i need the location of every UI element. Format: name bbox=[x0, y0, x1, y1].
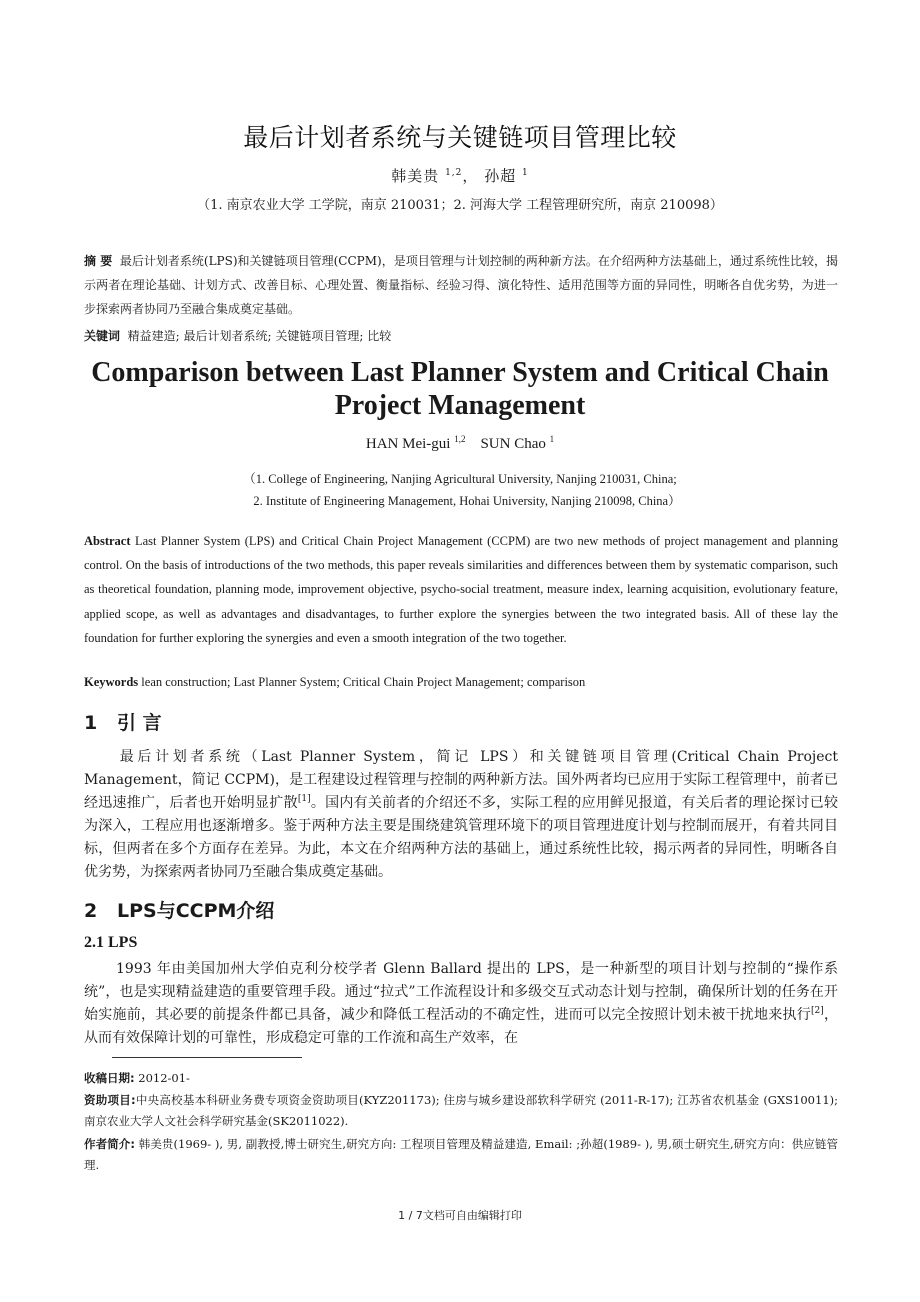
chinese-abstract bbox=[84, 249, 838, 321]
english-keywords-label: Keywords bbox=[84, 675, 139, 689]
section-2-number: 2 bbox=[84, 900, 98, 922]
section-1-heading bbox=[84, 708, 162, 735]
english-abstract-text: Last Planner System (LPS) and Critical Chain Project Management (CCPM) are two new methods of project management and planning control. On the basis of introductions of the two methods, this paper reveals similarities and differences between them by systematic comparison, such as theoretical foundation, planning mode, improvement objective, psycho-social treatment, measure index, learning acquisition, evolutionary feature, applied scope, as well as advantages and disadvantages, to further explore the synergies between the two integrated basis. All of these lay the foundation for further exploring the synergies and even a smooth integration of the two together. bbox=[84, 534, 838, 645]
english-authors bbox=[0, 436, 920, 453]
footnote-received bbox=[84, 1068, 838, 1089]
english-abstract bbox=[84, 529, 838, 650]
author-1-en: HAN Mei-gui bbox=[365, 436, 451, 452]
author-2-affil-sup: 1 bbox=[521, 168, 529, 178]
citation-1: [1] bbox=[297, 794, 311, 804]
chinese-affiliation: （1. 南京农业大学 工学院，南京 210031；2. 河海大学 工程管理研究所，南京 210098） bbox=[197, 198, 723, 213]
english-affiliation-line-2: 2. Institute of Engineering Management, Hohai University, Nanjing 210098, China） bbox=[253, 494, 681, 508]
section-1-text-b: 。国内有关前者的介绍还不多，实际工程的应用鲜见报道，有关后者的理论探讨已较为深入，工程应用也逐渐增多。鉴于两种方法主要是围绕建筑管理环境下的项目管理进度计划与控制而展开，有着共同目标，但两者在多个方面存在差异。为此，本文在介绍两种方法的基础上，通过系统性比较，揭示两者的异同性，明晰各自优劣势，为探索两者协同乃至融合集成奠定基础。 bbox=[84, 795, 839, 880]
funding-label: 资助项目: bbox=[84, 1093, 136, 1107]
chinese-keywords-text: 精益建造; 最后计划者系统; 关键链项目管理; 比较 bbox=[127, 329, 392, 343]
chinese-keywords bbox=[84, 327, 391, 344]
subsection-2-1-text-b: ，从而有效保障计划的可靠性，形成稳定可靠的工作流和高生产效率，在 bbox=[84, 1007, 839, 1046]
chinese-abstract-label: 摘 要 bbox=[84, 254, 113, 268]
english-title: Comparison between Last Planner System and Critical Chain Project Management bbox=[91, 357, 829, 421]
subsection-2-1-heading: 2.1 LPS bbox=[84, 934, 138, 951]
subsection-2-1-text-a: 1993 年由美国加州大学伯克利分校学者 Glenn Ballard 提出的 LPS，是一种新型的项目计划与控制的“操作系统”，也是实现精益建造的重要管理手段。通过“拉式”工作流程设计和多级交互式动态计划与控制，确保所计划的任务在开始实施前，其必要的前提条件都已具备，减少和降低工程活动的不确定性，进而可以完全按照计划未被干扰地来执行 bbox=[84, 961, 838, 1023]
author-2-cn: 孙超 bbox=[484, 167, 517, 185]
received-label: 收稿日期: bbox=[84, 1071, 135, 1085]
english-keywords-text: lean construction; Last Planner System; Critical Chain Project Management; comparison bbox=[141, 675, 586, 689]
author-1-affil-sup: 1,2 bbox=[445, 168, 463, 178]
section-1-number: 1 bbox=[84, 712, 98, 734]
section-1-paragraph bbox=[84, 746, 838, 884]
footnote-divider bbox=[112, 1057, 302, 1058]
english-keywords bbox=[84, 675, 585, 690]
author-separator: ， bbox=[462, 167, 479, 185]
author-2-en: SUN Chao bbox=[480, 436, 546, 452]
footnote-author-bio bbox=[84, 1134, 838, 1176]
bio-label: 作者简介: bbox=[84, 1137, 135, 1151]
bio-value: 韩美贵(1969- ), 男, 副教授,博士研究生,研究方向: 工程项目管理及精益建造, Email: ;孙超(1989- ), 男,硕士研究生,研究方向：供应链管理. bbox=[84, 1137, 838, 1172]
author-2-en-sup: 1 bbox=[549, 434, 555, 444]
section-2-title: LPS与CCPM介绍 bbox=[117, 900, 275, 922]
subsection-2-1-paragraph bbox=[84, 958, 838, 1050]
english-affiliation bbox=[0, 468, 920, 512]
author-1-cn: 韩美贵 bbox=[391, 167, 440, 185]
chinese-authors bbox=[0, 165, 920, 186]
section-1-text-a: 最后计划者系统（Last Planner System，简记 LPS）和关键链项目管理(Critical Chain Project Management，简记 CCPM)，是工程建设过程管理与控制的两种新方法。国外两者均已应用于实际工程管理中，前者已经迅速推广，后者也开始明显扩散 bbox=[84, 749, 838, 811]
chinese-keywords-label: 关键词 bbox=[84, 329, 121, 343]
funding-value: 中央高校基本科研业务费专项资金资助项目(KYZ201173); 住房与城乡建设部软科学研究 (2011-R-17); 江苏省农机基金 (GXS10011); 南京农业大学人文社会科学研究基金(SK2011022). bbox=[84, 1093, 838, 1128]
author-1-en-sup: 1,2 bbox=[454, 434, 466, 444]
section-2-heading bbox=[84, 896, 274, 923]
english-abstract-label: Abstract bbox=[84, 534, 131, 548]
chinese-title: 最后计划者系统与关键链项目管理比较 bbox=[243, 123, 677, 152]
english-affiliation-line-1: （1. College of Engineering, Nanjing Agricultural University, Nanjing 210031, China; bbox=[243, 472, 677, 486]
section-1-title: 引 言 bbox=[117, 712, 162, 734]
chinese-abstract-text: 最后计划者系统(LPS)和关键链项目管理(CCPM)，是项目管理与计划控制的两种新方法。在介绍两种方法基础上，通过系统性比较，揭示两者在理论基础、计划方式、改善目标、心理处置、衡量指标、经验习得、演化特性、适用范围等方面的异同性，明晰各自优劣势，为进一步探索两者协同乃至融合集成奠定基础。 bbox=[84, 254, 838, 316]
citation-2: [2] bbox=[811, 1006, 824, 1016]
page-footer: 1 / 7文档可自由编辑打印 bbox=[398, 1209, 522, 1222]
footnote-funding bbox=[84, 1090, 838, 1132]
received-value: 2012-01- bbox=[134, 1071, 190, 1085]
